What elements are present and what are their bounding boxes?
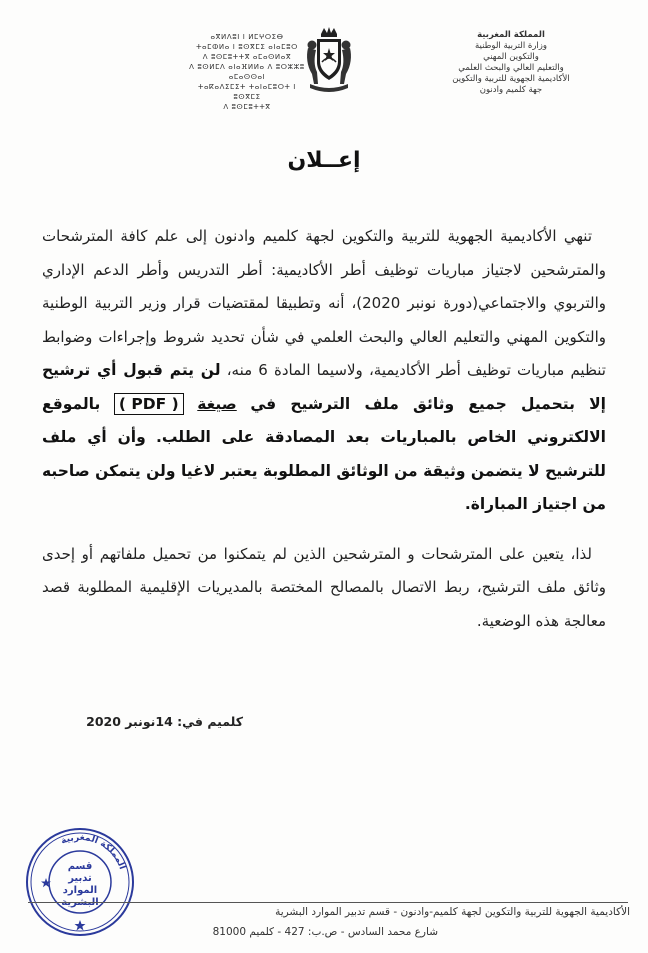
paragraph-1-bold: لن يتم قبول أي ترشيح إلا بتحميل جميع وثائق ملف الترشيح في bbox=[42, 361, 606, 413]
letterhead-arabic bbox=[436, 30, 586, 96]
stamp-line: الموارد bbox=[62, 885, 98, 896]
stamp-line: قسم bbox=[67, 861, 93, 872]
pdf-format-label: ( PDF ) bbox=[114, 393, 184, 415]
official-stamp-icon bbox=[24, 826, 136, 938]
letterhead-line: ⵜⴰⴽⴰⴷⵉⵎⵉⵜ ⵜⴰⵏⴰⵎⵓⵔⵜ ⵏ ⵓⵙⴳⵎⵉ bbox=[198, 83, 296, 101]
paragraph-1-bold-3: وأن أي ملف للترشيح لا يتضمن وثيقة من الوثائق المطلوبة يعتبر لاغيا ولن يتمكن صاحبه من اجتياز المباراة. bbox=[42, 428, 606, 513]
letterhead-line: والتكوين المهني bbox=[483, 52, 539, 62]
letterhead-line: والتعليم العالي والبحث العلمي bbox=[458, 63, 564, 73]
moroccan-royal-emblem-icon bbox=[304, 26, 354, 92]
letterhead-tifinagh bbox=[188, 32, 306, 112]
letterhead-line: ⵜⴰⵎⵀⵍⴰ ⵏ ⵓⵙⴳⵎⵉ ⴰⵏⴰⵎⵓⵔ bbox=[196, 43, 298, 51]
letterhead-line: المملكة المغربية bbox=[477, 30, 545, 40]
letterhead-line: ⴰⴳⵍⴷⵓⵏ ⵏ ⵍⵎⵖⵔⵉⴱ bbox=[210, 33, 284, 41]
letterhead-line: ⴷ ⵓⵙⵎⵓⵜⵜⴳ ⴰⵎⴰⵙⵍⴰⴳ bbox=[202, 53, 292, 61]
paragraph-1-underlined: صيغة bbox=[197, 394, 237, 413]
paragraph-1 bbox=[42, 220, 606, 522]
letterhead-line: ⴷ ⵓⵙⵍⵎⴷ ⴰⵏⴰⴼⵍⵍⴰ ⴷ ⵓⵔⵣⵣⵓ ⴰⵎⴰⵙⵙⴰⵏ bbox=[189, 63, 305, 81]
date-line: كلميم في: 14نونبر 2020 bbox=[86, 714, 243, 729]
page-title: إعــلان bbox=[287, 148, 361, 173]
announcement-body bbox=[42, 220, 606, 638]
paragraph-2 bbox=[42, 538, 606, 639]
letterhead-line: ⴷ ⵓⵙⵎⵓⵜⵜⴳ bbox=[223, 103, 271, 111]
stamp-line: تدبير bbox=[68, 873, 92, 884]
letterhead-line: جهة كلميم وادنون bbox=[479, 85, 543, 95]
paragraph-1-bold-2: بالموقع الالكتروني الخاص بالمباريات بعد المصادقة على الطلب. bbox=[42, 394, 606, 446]
footer-divider bbox=[28, 902, 628, 903]
letterhead-line: الأكاديمية الجهوية للتربية والتكوين bbox=[452, 74, 570, 84]
letterhead-line: وزارة التربية الوطنية bbox=[474, 41, 548, 51]
paragraph-1-text: تنهي الأكاديمية الجهوية للتربية والتكوين لجهة كلميم وادنون إلى علم كافة المترشحات والمترشحين لاجتياز مباريات توظيف أطر الأكاديمية: أطر التدريس وأطر الدعم الإداري والتربوي والاجتماعي(دورة نونبر 2020)، أنه وتطبيقا لمقتضيات قرار وزير التربية الوطنية والتكوين المهني والتعليم العالي والبحث العلمي في شأن تحديد شروط وإجراءات وضوابط تنظيم مباريات توظيف أطر الأكاديمية، ولاسيما المادة 6 منه، bbox=[42, 227, 606, 379]
stamp-outer-text: المملكة المغربية bbox=[59, 832, 127, 871]
footer-line-2: شارع محمد السادس - ص.ب: 427 - كلميم 81000 bbox=[212, 926, 438, 938]
footer-line-1: الأكاديمية الجهوية للتربية والتكوين لجهة كلميم-وادنون - قسم تدبير الموارد البشرية bbox=[275, 906, 630, 918]
paragraph-2-text: لذا، يتعين على المترشحات و المترشحين الذين لم يتمكنوا من تحميل ملفاتهم أو إحدى وثائق ملف الترشيح، ربط الاتصال بالمصالح المختصة بالمديريات الإقليمية المطلوبة قصد معالجة هذه الوضعية. bbox=[42, 544, 606, 630]
